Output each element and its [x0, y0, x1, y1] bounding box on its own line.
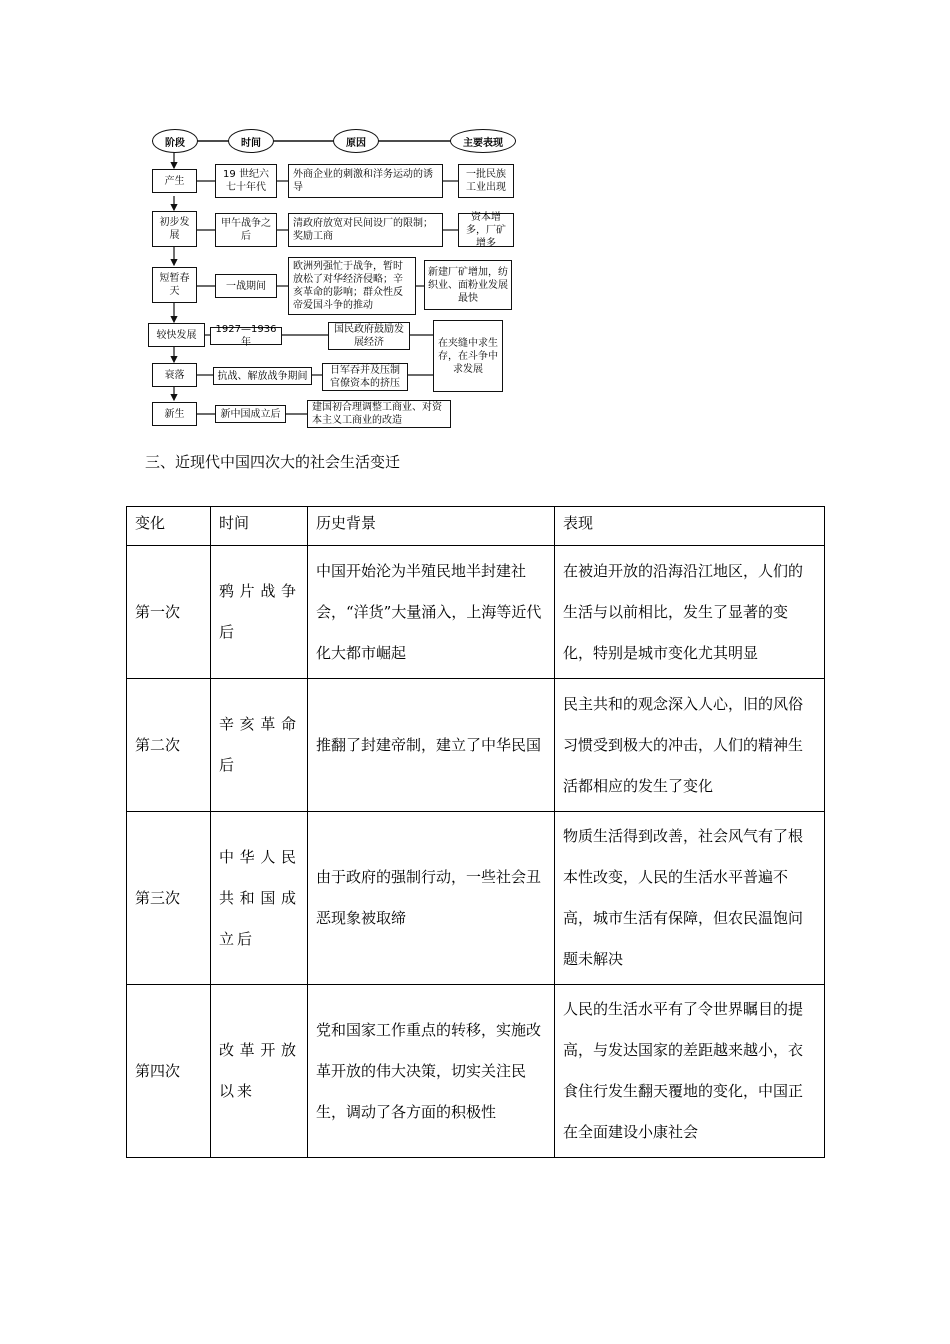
column-header: 时间 [211, 507, 308, 546]
time-cell: 辛亥革命后 [211, 679, 308, 812]
stage-box: 产生 [152, 169, 197, 193]
change-cell: 第一次 [127, 546, 211, 679]
stage-box: 新生 [152, 402, 197, 426]
background-cell: 由于政府的强制行动，一些社会丑恶现象被取缔 [308, 812, 555, 985]
performance-cell: 物质生活得到改善，社会风气有了根本性改变，人民的生活水平普遍不高，城市生活有保障，但农民温饱问题未解决 [555, 812, 825, 985]
time-box: 一战期间 [215, 274, 277, 298]
effect-box: 资本增多，厂矿增多 [458, 213, 514, 247]
performance-cell: 人民的生活水平有了令世界瞩目的提高，与发达国家的差距越来越小，衣食住行发生翻天覆地的变化，中国正在全面建设小康社会 [555, 985, 825, 1158]
change-cell: 第四次 [127, 985, 211, 1158]
time-box: 甲午战争之后 [215, 213, 277, 247]
table-row [127, 812, 825, 985]
performance-cell: 在被迫开放的沿海沿江地区，人们的生活与以前相比，发生了显著的变化，特别是城市变化尤其明显 [555, 546, 825, 679]
effect-box: 新建厂矿增加，纺织业、面粉业发展最快 [424, 260, 512, 310]
stage-box: 衰落 [152, 363, 197, 387]
stage-box: 较快发展 [148, 323, 205, 347]
column-header: 变化 [127, 507, 211, 546]
stage-box: 短暂春天 [152, 267, 197, 303]
cause-box: 建国初合理调整工商业、对资本主义工商业的改造 [307, 400, 451, 428]
background-cell: 中国开始沦为半殖民地半封建社会，“洋货”大量涌入，上海等近代化大都市崛起 [308, 546, 555, 679]
cause-box: 欧洲列强忙于战争，暂时放松了对华经济侵略；辛亥革命的影响；群众性反帝爱国斗争的推动 [288, 257, 416, 315]
header-cause: 原因 [333, 129, 379, 153]
header-time: 时间 [228, 129, 274, 153]
capitalism-development-diagram [140, 124, 530, 434]
header-effect: 主要表现 [450, 129, 516, 153]
column-header: 表现 [555, 507, 825, 546]
time-box: 19 世纪六七十年代 [215, 164, 277, 198]
cause-box: 日军吞并及压制官僚资本的挤压 [322, 363, 408, 391]
social-life-table [126, 506, 825, 1158]
background-cell: 党和国家工作重点的转移，实施改革开放的伟大决策，切实关注民生，调动了各方面的积极性 [308, 985, 555, 1158]
table-row [127, 679, 825, 812]
table-row [127, 985, 825, 1158]
cause-box: 清政府放宽对民间设厂的限制；奖励工商 [288, 213, 443, 247]
time-box: 新中国成立后 [215, 405, 286, 423]
shared-effect-box: 在夹缝中求生存，在斗争中求发展 [433, 320, 503, 392]
cause-box: 外商企业的刺激和洋务运动的诱导 [288, 164, 443, 198]
change-cell: 第三次 [127, 812, 211, 985]
performance-cell: 民主共和的观念深入人心，旧的风俗习惯受到极大的冲击，人们的精神生活都相应的发生了变化 [555, 679, 825, 812]
cause-box: 国民政府鼓励发展经济 [328, 322, 410, 350]
stage-box: 初步发展 [152, 211, 197, 247]
section-title: 三、近现代中国四次大的社会生活变迁 [145, 453, 401, 471]
column-header: 历史背景 [308, 507, 555, 546]
time-cell: 鸦片战争后 [211, 546, 308, 679]
table-header-row [127, 507, 825, 546]
time-cell: 中华人民共和国成立后 [211, 812, 308, 985]
time-cell: 改革开放以来 [211, 985, 308, 1158]
time-box: 1927—1936 年 [210, 327, 282, 345]
effect-box: 一批民族工业出现 [458, 164, 514, 198]
header-stage: 阶段 [152, 129, 198, 153]
time-box: 抗战、解放战争期间 [213, 367, 312, 385]
table-row [127, 546, 825, 679]
background-cell: 推翻了封建帝制，建立了中华民国 [308, 679, 555, 812]
change-cell: 第二次 [127, 679, 211, 812]
